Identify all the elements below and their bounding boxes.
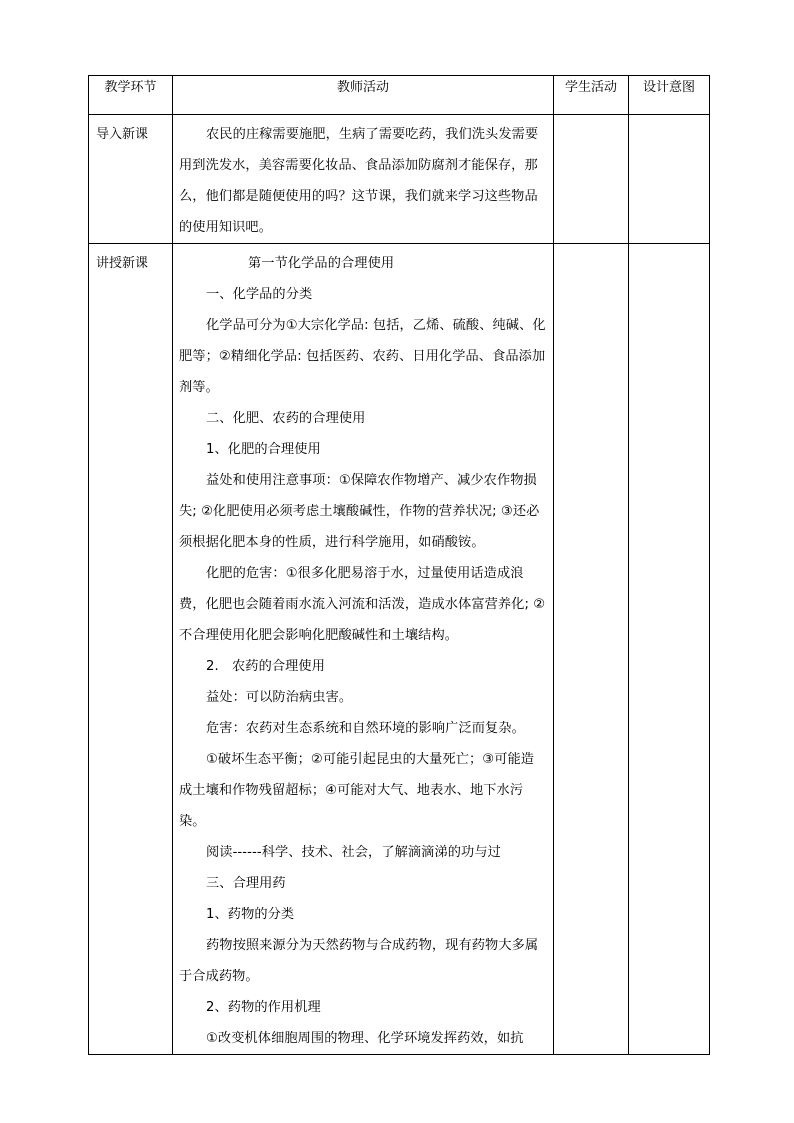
heading-rational-medication: 三、合理用药 (206, 876, 286, 891)
table-row-new-lesson (89, 244, 710, 1055)
stage-intro: 导入新课 (89, 115, 173, 244)
intro-paragraph: 农民的庄稼需要施肥，生病了需要吃药，我们洗头发需要用到洗发水，美容需要化妆品、食品添加防腐剂才能保存，那么，他们都是随便使用的吗？这节课，我们就来学习这些物品的使用知识吧。 (179, 127, 539, 235)
teacher-activity-new-lesson (173, 244, 554, 1055)
paragraph-pesticide-harm-list: ①破坏生态平衡；②可能引起昆虫的大量死亡；③可能造成土壤和作物残留超标；④可能对大气、地表水、地下水污染。 (179, 752, 535, 829)
heading-classification: 一、化学品的分类 (206, 287, 313, 302)
table-header-row (89, 76, 710, 115)
paragraph-drug-classification: 药物按照来源分为天然药物与合成药物，现有药物大多属于合成药物。 (179, 938, 539, 984)
design-intent-new-lesson (629, 244, 710, 1055)
header-teacher-activity: 教师活动 (173, 76, 554, 115)
subheading-drug-mechanism: 2、药物的作用机理 (206, 1000, 321, 1015)
paragraph-drug-mechanism: ①改变机体细胞周围的物理、化学环境发挥药效，如抗 (206, 1031, 524, 1046)
paragraph-pesticide-benefit: 益处：可以防治病虫害。 (206, 690, 353, 705)
subheading-fertilizer-use: 1、化肥的合理使用 (206, 442, 321, 457)
list-number: 2. (206, 659, 219, 674)
design-intent-intro (629, 115, 710, 244)
subheading-pesticide-label: 农药的合理使用 (232, 659, 326, 674)
stage-new-lesson: 讲授新课 (89, 244, 173, 1055)
paragraph-pesticide-harm: 危害：农药对生态系统和自然环境的影响广泛而复杂。 (206, 721, 525, 736)
subheading-drug-classification: 1、药物的分类 (206, 907, 295, 922)
heading-fertilizer-pesticide: 二、化肥、农药的合理使用 (206, 411, 366, 426)
header-design-intent: 设计意图 (629, 76, 710, 115)
student-activity-intro (554, 115, 629, 244)
student-activity-new-lesson (554, 244, 629, 1055)
paragraph-classification: 化学品可分为①大宗化学品: 包括，乙烯、硫酸、纯碱、化肥等；②精细化学品: 包括医药、农药、日用化学品、食品添加剂等。 (179, 318, 546, 395)
lesson-plan-table (88, 75, 710, 1055)
paragraph-fertilizer-benefits: 益处和使用注意事项：①保障农作物增产、减少农作物损失; ②化肥使用必须考虑土壤酸碱性，作物的营养状况; ③还必须根据化肥本身的性质，进行科学施用，如硝酸铵。 (179, 473, 540, 550)
paragraph-fertilizer-harm: 化肥的危害：①很多化肥易溶于水，过量使用话造成浪费，化肥也会随着雨水流入河流和活泼，造成水体富营养化; ②不合理使用化肥会影响化肥酸碱性和土壤结构。 (179, 566, 546, 643)
teacher-activity-intro (173, 115, 554, 244)
subheading-pesticide-use (179, 651, 547, 682)
section-title: 第一节化学品的合理使用 (248, 256, 395, 271)
header-student-activity: 学生活动 (554, 76, 629, 115)
table-row-intro (89, 115, 710, 244)
paragraph-reading: 阅读------科学、技术、社会，了解滴滴涕的功与过 (206, 845, 501, 860)
header-teaching-stage: 教学环节 (89, 76, 173, 115)
